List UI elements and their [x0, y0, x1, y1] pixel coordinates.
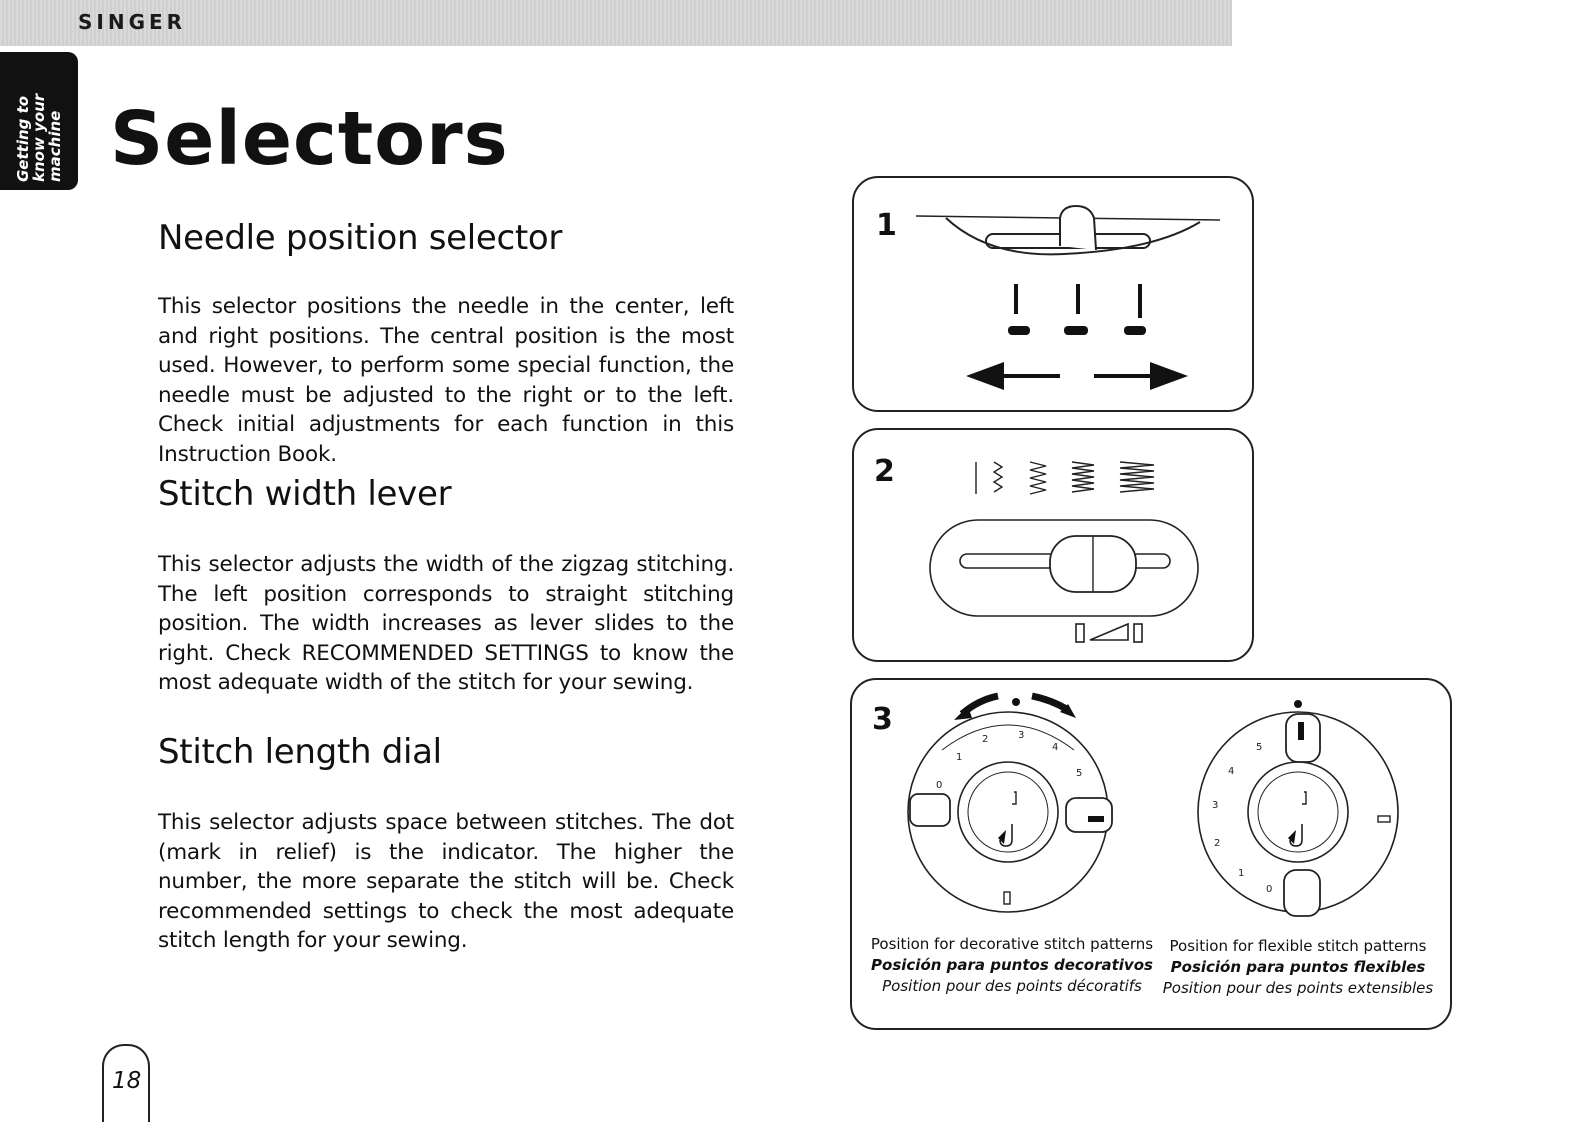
width-lever-drawing: [854, 430, 1252, 660]
figure-needle-position: [852, 176, 1254, 412]
brand-logo: SINGER: [78, 10, 187, 34]
section-needle-position: [158, 218, 734, 469]
section-stitch-width: [158, 474, 734, 698]
rotate-right-arrow-icon: [1032, 696, 1068, 710]
dial-number: 4: [1052, 742, 1059, 753]
caption-flexible: [1148, 936, 1448, 999]
needle-left-icon: [1008, 284, 1030, 335]
figure-number: 1: [876, 208, 897, 243]
dial-number: 3: [1018, 730, 1025, 741]
section-heading: Stitch width lever: [158, 474, 452, 514]
section-body: This selector adjusts the width of the zigzag stitching. The left position corresponds to straight stitching position. The width increases as lever slides to the right. Check RECOMMENDED SETTINGS to know the most adequate width of the stitch for your sewing.: [158, 552, 734, 695]
dial-number: 1: [956, 752, 963, 763]
dial-left: [908, 712, 1112, 912]
arrow-left-icon: [966, 362, 1060, 390]
dial-number: 1: [1238, 868, 1245, 879]
figure-number: 3: [872, 702, 893, 737]
caption-es: Posición para puntos flexibles: [1170, 958, 1426, 976]
caption-decorative: [862, 934, 1162, 997]
needle-center-icon: [1064, 284, 1088, 335]
dial-right: [1198, 700, 1398, 916]
figure-number: 2: [874, 454, 895, 489]
dial-number: 5: [1076, 768, 1083, 779]
needle-selector-drawing: [854, 178, 1252, 410]
caption-fr: Position pour des points extensibles: [1162, 979, 1434, 997]
dial-number: 5: [1256, 742, 1263, 753]
stitch-width-icons: [976, 462, 1154, 494]
dial-number: 0: [1266, 884, 1273, 895]
section-body: This selector adjusts space between stitches. The dot (mark in relief) is the indicator. The higher the number, the more separate the stitch will be. Check recommended settings to check the most adequate stitch length for your sewing.: [158, 810, 734, 953]
header-band: [0, 0, 1232, 46]
chapter-tab-line: Getting to: [14, 95, 32, 182]
section-body: This selector positions the needle in the center, left and right positions. The central position is the most used. However, to perform some special function, the needle must be adjusted to the right or to the left. Check initial adjustments for each function in this Instruction Book.: [158, 294, 734, 467]
caption-fr: Position pour des points décoratifs: [882, 977, 1142, 995]
chapter-tab-label: [0, 52, 78, 190]
section-stitch-length: [158, 732, 734, 956]
caption-en: Position for decorative stitch patterns: [870, 935, 1154, 953]
chapter-tab-line: know your: [30, 93, 48, 182]
caption-es: Posición para puntos decorativos: [871, 956, 1153, 974]
chapter-tab-line: machine: [46, 110, 64, 182]
dial-number: 3: [1212, 800, 1219, 811]
page-title: Selectors: [110, 96, 509, 182]
chapter-tab: [0, 52, 78, 190]
width-scale-icon: [1076, 624, 1142, 642]
page-number: 18: [112, 1068, 142, 1094]
caption-en: Position for flexible stitch patterns: [1169, 937, 1427, 955]
dial-number: 2: [1214, 838, 1221, 849]
section-heading: Needle position selector: [158, 218, 563, 258]
needle-right-icon: [1124, 284, 1146, 335]
dial-number: 0: [936, 780, 943, 791]
dial-number: 2: [982, 734, 989, 745]
figure-stitch-length: [850, 678, 1452, 1030]
section-heading: Stitch length dial: [158, 732, 442, 772]
figure-stitch-width: [852, 428, 1254, 662]
dial-number: 4: [1228, 766, 1235, 777]
arrow-right-icon: [1094, 362, 1188, 390]
page-number-tab: [102, 1044, 150, 1122]
